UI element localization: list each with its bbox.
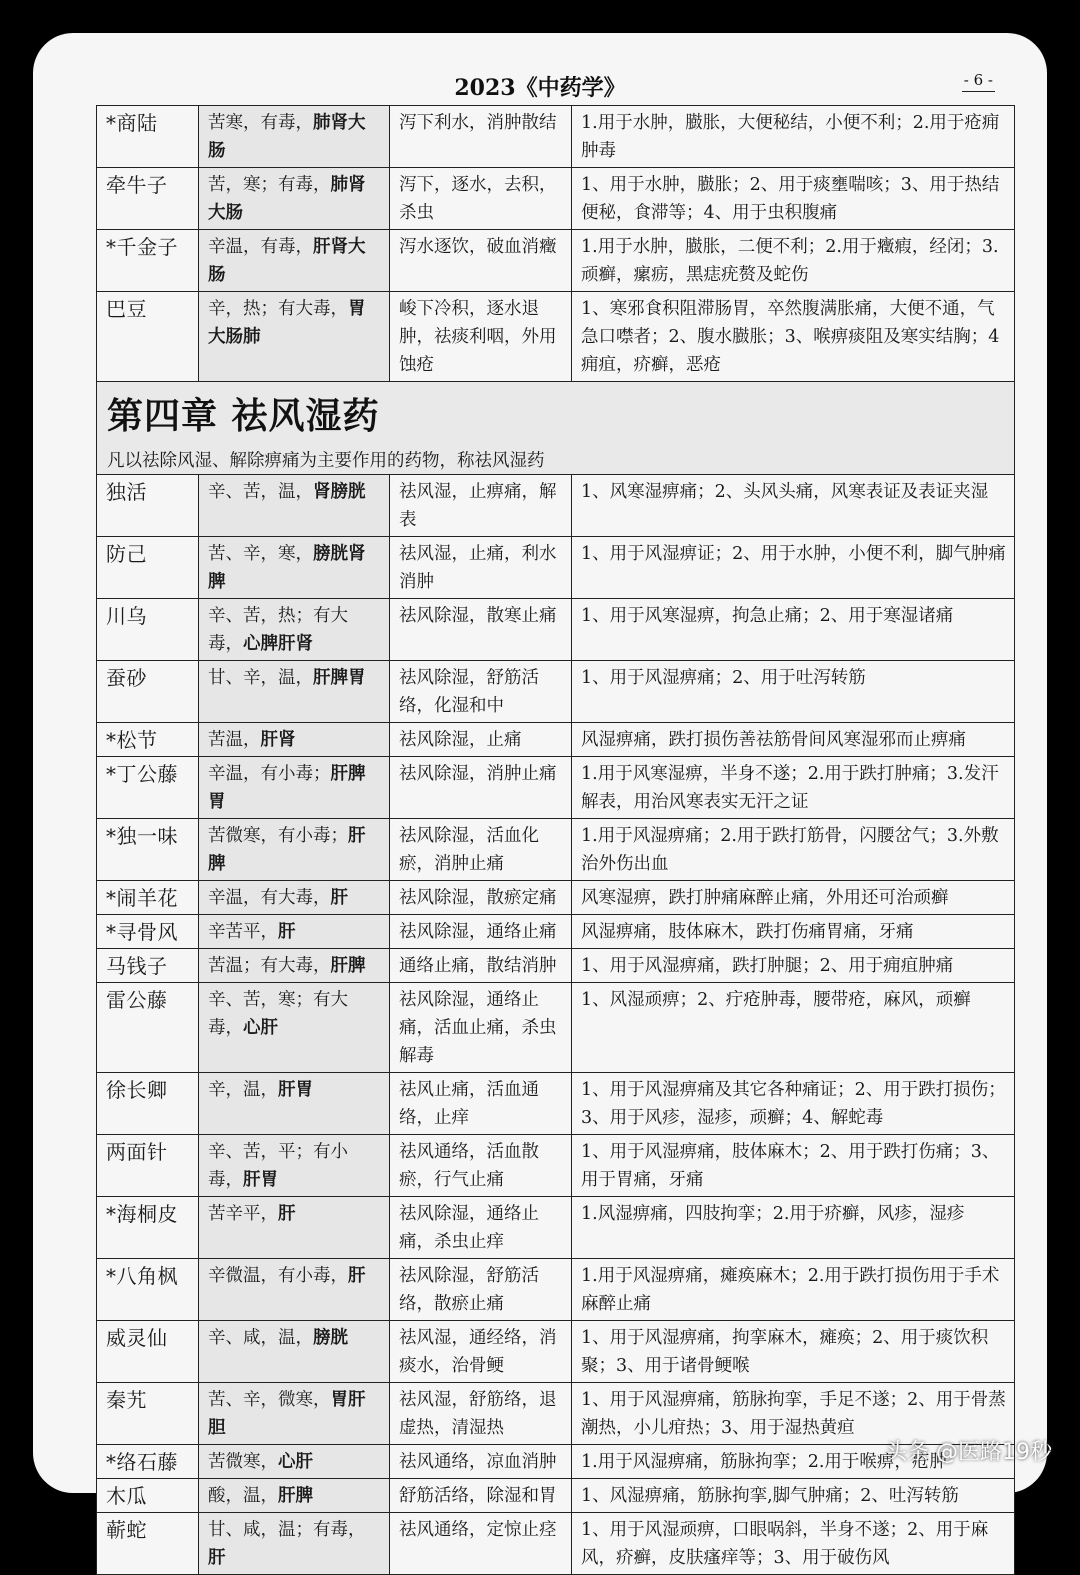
property-text: 苦微寒，有小毒； xyxy=(208,826,348,846)
herb-property xyxy=(199,881,390,915)
page-number: - 6 - xyxy=(962,71,995,92)
property-text: 酸，温， xyxy=(208,1486,278,1506)
herb-effect: 祛风湿，舒筋络，退虚热，清湿热 xyxy=(390,1383,572,1445)
herb-usage: 风湿痹痛，跌打损伤善祛筋骨间风寒湿邪而止痹痛 xyxy=(572,723,1015,757)
herb-effect: 祛风除湿，散寒止痛 xyxy=(390,599,572,661)
meridian-text: 肝脾胃 xyxy=(313,668,366,688)
meridian-text: 肝肾 xyxy=(260,730,296,750)
property-text: 苦，寒；有毒， xyxy=(208,175,331,195)
table-row xyxy=(97,1073,1015,1135)
herb-effect: 祛风除湿，舒筋活络，散瘀止痛 xyxy=(390,1259,572,1321)
meridian-text: 心肝 xyxy=(243,1018,278,1038)
herb-effect: 祛风除湿，通络止痛，杀虫止痒 xyxy=(390,1197,572,1259)
herb-effect: 泻下利水，消肿散结 xyxy=(390,106,572,168)
property-text: 甘、辛，温， xyxy=(208,668,313,688)
meridian-text: 肝胃 xyxy=(278,1080,313,1100)
herb-name: *八角枫 xyxy=(97,1259,199,1321)
herb-name: *商陆 xyxy=(97,106,199,168)
herb-property xyxy=(199,661,390,723)
property-text: 苦寒，有毒， xyxy=(208,113,313,133)
herb-table-body-chapter4 xyxy=(97,475,1015,1575)
meridian-text: 胃大肠肺 xyxy=(208,299,366,347)
table-row xyxy=(97,168,1015,230)
meridian-text: 肺肾大肠 xyxy=(208,113,366,161)
property-text: 辛温，有小毒； xyxy=(208,764,331,784)
herb-usage: 1、风湿顽痹；2、疔疮肿毒，腰带疮，麻风，顽癣 xyxy=(572,983,1015,1073)
herb-usage: 1、寒邪食积阻滞肠胃，卒然腹满胀痛，大便不通，气急口噤者；2、腹水臌胀；3、喉痹痰阻及寒实结胸；4 痈疽，疥癣，恶疮 xyxy=(572,292,1015,382)
herb-effect: 泻水逐饮，破血消癥 xyxy=(390,230,572,292)
table-row xyxy=(97,1259,1015,1321)
table-row xyxy=(97,230,1015,292)
herb-property xyxy=(199,230,390,292)
property-text: 苦温；有大毒， xyxy=(208,956,331,976)
herb-usage: 1、用于风湿痹痛，跌打肿腿；2、用于痈疽肿痛 xyxy=(572,949,1015,983)
herb-usage: 1.用于风湿痹痛，筋脉拘挛；2.用于喉痹，疮肿 xyxy=(572,1445,1015,1479)
meridian-text: 肝脾胃 xyxy=(208,764,366,812)
property-text: 辛，温， xyxy=(208,1080,278,1100)
herb-property xyxy=(199,1135,390,1197)
table-row xyxy=(97,1479,1015,1513)
herb-usage: 1.用于风湿痹痛；2.用于跌打筋骨，闪腰岔气；3.外敷治外伤出血 xyxy=(572,819,1015,881)
herb-name: 雷公藤 xyxy=(97,983,199,1073)
herb-property xyxy=(199,1513,390,1575)
table-row xyxy=(97,881,1015,915)
table-row xyxy=(97,1513,1015,1575)
herb-usage: 风寒湿痹，跌打肿痛麻醉止痛，外用还可治顽癣 xyxy=(572,881,1015,915)
meridian-text: 肝脾 xyxy=(208,826,366,874)
table-row xyxy=(97,292,1015,382)
page-header xyxy=(33,33,1047,105)
herb-property xyxy=(199,1197,390,1259)
meridian-text: 肝 xyxy=(348,1266,366,1286)
herb-usage: 1、风湿痹痛，筋脉拘挛,脚气肿痛；2、吐泻转筋 xyxy=(572,1479,1015,1513)
herb-property xyxy=(199,915,390,949)
herb-usage: 1.用于风湿痹痛，瘫痪麻木；2.用于跌打损伤用于手术麻醉止痛 xyxy=(572,1259,1015,1321)
table-row xyxy=(97,723,1015,757)
herb-name: 蕲蛇 xyxy=(97,1513,199,1575)
herb-property xyxy=(199,949,390,983)
herb-effect: 泻下，逐水，去积，杀虫 xyxy=(390,168,572,230)
herb-usage: 1、风寒湿痹痛；2、头风头痛，风寒表证及表证夹湿 xyxy=(572,475,1015,537)
table-row xyxy=(97,915,1015,949)
herb-effect: 舒筋活络，除湿和胃 xyxy=(390,1479,572,1513)
property-text: 辛微温，有小毒， xyxy=(208,1266,348,1286)
herb-name: *松节 xyxy=(97,723,199,757)
meridian-text: 肺肾大肠 xyxy=(208,175,366,223)
herb-effect: 祛风除湿，散瘀定痛 xyxy=(390,881,572,915)
herb-usage: 1.用于水肿，臌胀，大便秘结，小便不利；2.用于疮痈肿毒 xyxy=(572,106,1015,168)
herb-name: 蚕砂 xyxy=(97,661,199,723)
herb-property xyxy=(199,1073,390,1135)
property-text: 辛，热；有大毒， xyxy=(208,299,348,319)
property-text: 辛苦平， xyxy=(208,922,278,942)
herb-property xyxy=(199,1321,390,1383)
herb-name: *独一味 xyxy=(97,819,199,881)
herb-name: *丁公藤 xyxy=(97,757,199,819)
meridian-text: 肝 xyxy=(278,922,296,942)
watermark: 头条 @医路19秒 xyxy=(885,1440,1052,1465)
property-text: 辛、苦，寒；有大毒， xyxy=(208,990,348,1038)
table-row xyxy=(97,1383,1015,1445)
herb-effect: 祛风通络，凉血消肿 xyxy=(390,1445,572,1479)
meridian-text: 膀胱肾脾 xyxy=(208,544,366,592)
herb-property xyxy=(199,1479,390,1513)
meridian-text: 肝脾 xyxy=(330,956,366,976)
herb-property xyxy=(199,292,390,382)
herb-usage: 1.用于水肿，臌胀，二便不利；2.用于癥瘕，经闭；3.顽癣，瘰疬，黑痣疣赘及蛇伤 xyxy=(572,230,1015,292)
herb-property xyxy=(199,819,390,881)
herb-table-body-previous xyxy=(97,106,1015,382)
meridian-text: 胃肝胆 xyxy=(208,1390,366,1438)
meridian-text: 肝肾大肠 xyxy=(208,237,366,285)
herb-name: 川乌 xyxy=(97,599,199,661)
table-row xyxy=(97,949,1015,983)
herb-property xyxy=(199,723,390,757)
herb-effect: 祛风除湿，活血化瘀，消肿止痛 xyxy=(390,819,572,881)
document-page xyxy=(33,33,1047,1568)
table-row xyxy=(97,1445,1015,1479)
table-row xyxy=(97,599,1015,661)
chapter-title: 第四章 祛风湿药 xyxy=(107,395,380,437)
herb-usage: 1、用于水肿，臌胀；2、用于痰壅喘咳；3、用于热结便秘，食滞等；4、用于虫积腹痛 xyxy=(572,168,1015,230)
herb-name: 威灵仙 xyxy=(97,1321,199,1383)
table-row xyxy=(97,106,1015,168)
herb-effect: 祛风除湿，消肿止痛 xyxy=(390,757,572,819)
herb-name: 木瓜 xyxy=(97,1479,199,1513)
meridian-text: 膀胱 xyxy=(313,1328,348,1348)
property-text: 辛、苦，温， xyxy=(208,482,313,502)
table-row xyxy=(97,475,1015,537)
herb-property xyxy=(199,537,390,599)
table-row xyxy=(97,1197,1015,1259)
page-title: 2023《中药学》 xyxy=(454,75,626,101)
property-text: 苦温， xyxy=(208,730,261,750)
meridian-text: 心肝 xyxy=(278,1452,313,1472)
herb-usage: 1、用于风寒湿痹，拘急止痛；2、用于寒湿诸痛 xyxy=(572,599,1015,661)
property-text: 辛温，有毒， xyxy=(208,237,313,257)
herb-name: 牵牛子 xyxy=(97,168,199,230)
herb-table-wrapper xyxy=(96,105,1014,1575)
property-text: 苦、辛，微寒， xyxy=(208,1390,331,1410)
table-row xyxy=(97,819,1015,881)
herb-name: 秦艽 xyxy=(97,1383,199,1445)
meridian-text: 肝 xyxy=(278,1204,296,1224)
meridian-text: 肾膀胱 xyxy=(313,482,366,502)
herb-effect: 祛风湿，止痛，利水消肿 xyxy=(390,537,572,599)
herb-property xyxy=(199,983,390,1073)
property-text: 辛、苦，热；有大毒， xyxy=(208,606,348,654)
herb-usage: 1.风湿痹痛，四肢拘挛；2.用于疥癣，风疹，湿疹 xyxy=(572,1197,1015,1259)
herb-name: 防己 xyxy=(97,537,199,599)
chapter-row xyxy=(97,382,1015,475)
herb-effect: 祛风除湿，舒筋活络，化湿和中 xyxy=(390,661,572,723)
herb-usage: 1、用于风湿痹痛，筋脉拘挛，手足不遂；2、用于骨蒸潮热，小儿疳热；3、用于湿热黄疸 xyxy=(572,1383,1015,1445)
herb-property xyxy=(199,599,390,661)
herb-property xyxy=(199,1445,390,1479)
herb-effect: 祛风通络，活血散瘀，行气止痛 xyxy=(390,1135,572,1197)
herb-name: *海桐皮 xyxy=(97,1197,199,1259)
herb-name: 徐长卿 xyxy=(97,1073,199,1135)
herb-effect: 祛风通络，定惊止痉 xyxy=(390,1513,572,1575)
herb-effect: 祛风除湿，止痛 xyxy=(390,723,572,757)
table-row xyxy=(97,1321,1015,1383)
herb-name: 马钱子 xyxy=(97,949,199,983)
herb-usage: 1、用于风湿痹痛，肢体麻木；2、用于跌打伤痛；3、用于胃痛，牙痛 xyxy=(572,1135,1015,1197)
property-text: 辛、咸，温， xyxy=(208,1328,313,1348)
herb-effect: 祛风湿，通经络，消痰水，治骨鲠 xyxy=(390,1321,572,1383)
herb-usage: 1、用于风湿痹痛，拘挛麻木，瘫痪；2、用于痰饮积聚；3、用于诸骨鲠喉 xyxy=(572,1321,1015,1383)
property-text: 苦微寒， xyxy=(208,1452,278,1472)
meridian-text: 肝 xyxy=(330,888,348,908)
chapter-description: 凡以祛除风湿、解除痹痛为主要作用的药物，称祛风湿药 xyxy=(107,451,545,471)
herb-effect: 峻下冷积，逐水退肿，祛痰利咽，外用蚀疮 xyxy=(390,292,572,382)
herb-effect: 祛风止痛，活血通络，止痒 xyxy=(390,1073,572,1135)
herb-name: *络石藤 xyxy=(97,1445,199,1479)
chapter-cell xyxy=(97,382,1015,475)
herb-usage: 风湿痹痛，肢体麻木，跌打伤痛胃痛，牙痛 xyxy=(572,915,1015,949)
table-row xyxy=(97,1135,1015,1197)
herb-table xyxy=(96,105,1015,1575)
herb-name: *闹羊花 xyxy=(97,881,199,915)
herb-name: 巴豆 xyxy=(97,292,199,382)
property-text: 苦辛平， xyxy=(208,1204,278,1224)
herb-usage: 1、用于风湿痹痛及其它各种痛证；2、用于跌打损伤；3、用于风疹，湿疹，顽癣；4、解蛇毒 xyxy=(572,1073,1015,1135)
herb-usage: 1、用于风湿痹痛；2、用于吐泻转筋 xyxy=(572,661,1015,723)
herb-property xyxy=(199,757,390,819)
herb-effect: 祛风除湿，通络止痛，活血止痛，杀虫解毒 xyxy=(390,983,572,1073)
property-text: 辛、苦，平；有小毒， xyxy=(208,1142,348,1190)
herb-usage: 1.用于风寒湿痹，半身不遂；2.用于跌打肿痛；3.发汗解表，用治风寒表实无汗之证 xyxy=(572,757,1015,819)
meridian-text: 心脾肝肾 xyxy=(243,634,313,654)
meridian-text: 肝 xyxy=(208,1548,226,1568)
herb-name: 两面针 xyxy=(97,1135,199,1197)
herb-usage: 1、用于风湿痹证；2、用于水肿，小便不利，脚气肿痛 xyxy=(572,537,1015,599)
herb-effect: 通络止痛，散结消肿 xyxy=(390,949,572,983)
meridian-text: 肝脾 xyxy=(278,1486,313,1506)
property-text: 苦、辛，寒， xyxy=(208,544,313,564)
herb-property xyxy=(199,106,390,168)
chapter-section xyxy=(97,382,1015,475)
herb-name: *千金子 xyxy=(97,230,199,292)
table-row xyxy=(97,537,1015,599)
herb-property xyxy=(199,1383,390,1445)
meridian-text: 肝胃 xyxy=(243,1170,278,1190)
table-row xyxy=(97,661,1015,723)
herb-name: 独活 xyxy=(97,475,199,537)
herb-property xyxy=(199,475,390,537)
herb-usage: 1、用于风湿顽痹，口眼㖞斜，半身不遂；2、用于麻风，疥癣，皮肤瘙痒等；3、用于破伤风 xyxy=(572,1513,1015,1575)
property-text: 辛温，有大毒， xyxy=(208,888,331,908)
herb-name: *寻骨风 xyxy=(97,915,199,949)
property-text: 甘、咸，温；有毒， xyxy=(208,1520,366,1540)
herb-property xyxy=(199,1259,390,1321)
herb-effect: 祛风除湿，通络止痛 xyxy=(390,915,572,949)
table-row xyxy=(97,983,1015,1073)
table-row xyxy=(97,757,1015,819)
herb-effect: 祛风湿，止痹痛，解表 xyxy=(390,475,572,537)
herb-property xyxy=(199,168,390,230)
